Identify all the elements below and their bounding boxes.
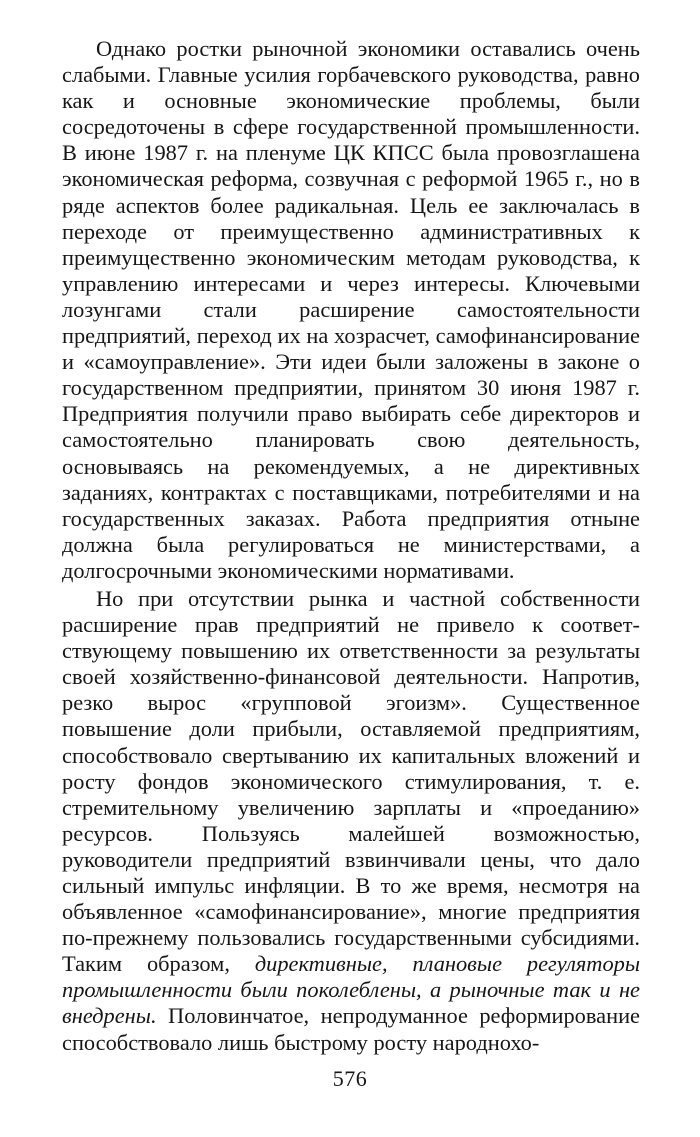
paragraph-2-italic-emphasis: директивные, плановые регуляторы промышленности были поколеблены, а рыночные так и не внедрены. bbox=[62, 951, 640, 1029]
book-page-text bbox=[62, 36, 640, 1056]
paragraph-2-end: Половинчатое, непродуманное реформирование способствовало лишь быстрому росту народнохо- bbox=[62, 1003, 640, 1055]
page-number: 576 bbox=[332, 1066, 368, 1091]
paragraph-2-start: Но при отсутствии рынка и частной собственности расширение прав предприятий не привело к соответствующему повышению их ответственности за результаты своей хозяйственно-финансовой деятельности. Напротив, резко вырос «групповой эгоизм». Существенное повышение доли прибыли, оставляемой предприятиям, способствовало свертыванию их капитальных вложений и росту фондов экономического стимулирования, т. е. стремительному увеличению зарплаты и «проеданию» ресурсов. Пользуясь малейшей возможностью, руководители предприятий взвинчивали цены, что дало сильный импульс инфляции. В то же время, несмотря на объявленное «самофинансирование», многие предприятия по-прежнему пользовались государственными субсидиями. Таким образом, bbox=[62, 585, 640, 977]
paragraph-1: Однако ростки рыночной экономики оставались очень слабыми. Главные усилия горбачевского руководства, равно как и основные экономические проблемы, были сосредоточены в сфере государственной промышленности. В июне 1987 г. на пленуме ЦК КПСС была провозглашена экономическая реформа, созвучная с реформой 1965 г., но в ряде аспектов более радикальная. Цель ее заключалась в переходе от преимущественно административных к преимущественно экономическим методам руководства, к управлению интересами и через интересы. Ключевыми лозунгами стали расширение самостоятельности предприятий, переход их на хозрасчет, самофинансирование и «самоуправление». Эти идеи были заложены в законе о государственном предприятии, принятом 30 июня 1987 г. Предприятия получили право выбирать себе директоров и самостоятельно планировать свою деятельность, основываясь на рекомендуемых, а не директивных заданиях, контрактах с поставщиками, потребителями и на государственных заказах. Работа предприятия отныне должна была регулироваться не министерствами, а долгосрочными экономическими нормативами. bbox=[62, 36, 640, 583]
paragraph-2 bbox=[62, 586, 640, 1056]
